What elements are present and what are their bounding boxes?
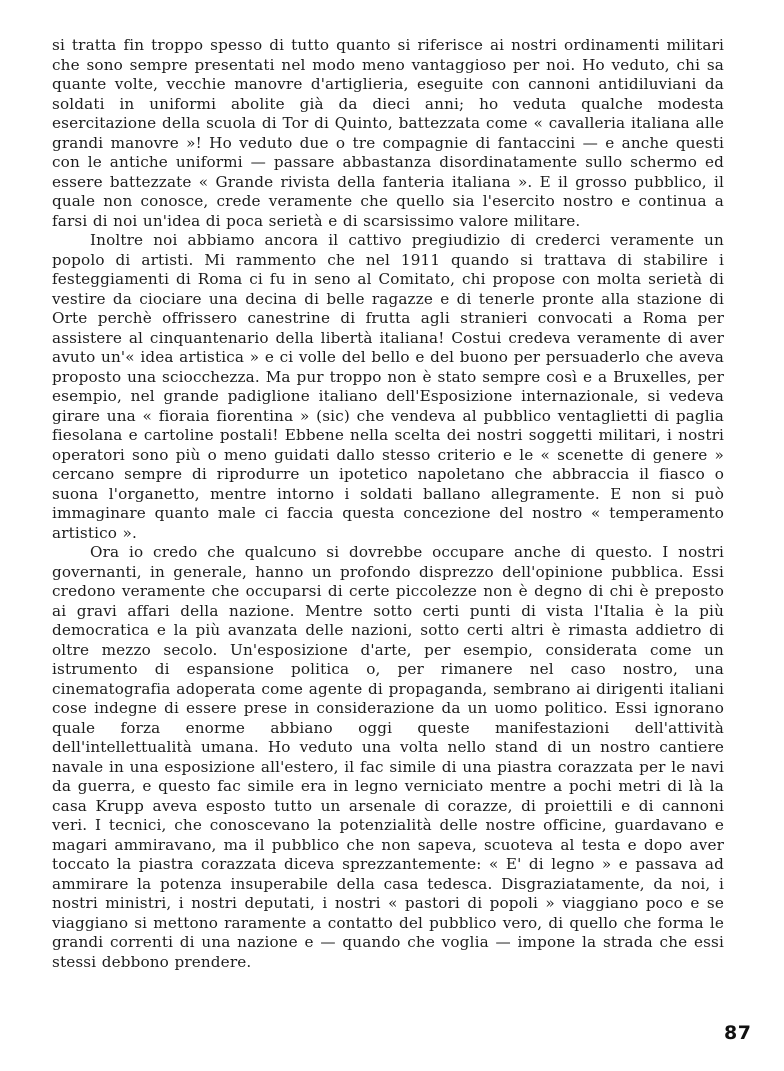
page-number: 87 [724, 1022, 752, 1044]
paragraph-1: si tratta fin troppo spesso di tutto quanto si riferisce ai nostri ordinamenti militari che sono sempre presentati nel modo meno vantaggioso per noi. Ho veduto, chi sa quante volte, vecchie manovre d'artiglieria, eseguite con cannoni antidiluviani da soldati in uniformi abolite già da dieci anni; ho veduta qualche modesta esercitazione della scuola di Tor di Quinto, battezzata come « cavalleria italiana alle grandi manovre »! Ho veduto due o tre compagnie di fantaccini — e anche questi con le antiche uniformi — passare abbastanza disordinatamente sullo schermo ed essere battezzate « Grande rivista della fanteria italiana ». E il grosso pubblico, il quale non conosce, crede veramente che quello sia l'esercito nostro e continua a farsi di noi un'idea di poca serietà e di scarsissimo valore militare. [52, 36, 724, 230]
paragraph-2: Inoltre noi abbiamo ancora il cattivo pregiudizio di crederci veramente un popolo di artisti. Mi rammento che nel 1911 quando si trattava di stabilire i festeggiamenti di Roma ci fu in seno al Comitato, chi propose con molta serietà di vestire da ciociare una decina di belle ragazze e di tenerle pronte alla stazione di Orte perchè offrissero canestrine di frutta agli stranieri convocati a Roma per assistere al cinquantenario della libertà italiana! Costui credeva veramente di aver avuto un'« idea artistica » e ci volle del bello e del buono per persuaderlo che aveva proposto una sciocchezza. Ma pur troppo non è stato sempre così e a Bruxelles, per esempio, nel grande padiglione italiano dell'Esposizione internazionale, si vedeva girare una « fioraia fiorentina » (sic) che vendeva al pubblico ventaglietti di paglia fiesolana e cartoline postali! Ebbene nella scelta dei nostri soggetti militari, i nostri operatori sono più o meno guidati dallo stesso criterio e le « scenette di genere » cercano sempre di riprodurre un ipotetico napoletano che abbraccia il fiasco o suona l'organetto, mentre intorno i soldati ballano allegramente. E non si può immaginare quanto male ci faccia questa concezione del nostro « temperamento artistico ». [52, 231, 724, 542]
page-body [52, 36, 724, 1036]
paragraph-3: Ora io credo che qualcuno si dovrebbe occupare anche di questo. I nostri governanti, in generale, hanno un profondo disprezzo dell'opinione pubblica. Essi credono veramente che occuparsi di certe piccolezze non è degno di chi è preposto ai gravi affari della nazione. Mentre sotto certi punti di vista l'Italia è la più democratica e la più avanzata delle nazioni, sotto certi altri è rimasta addietro di oltre mezzo secolo. Un'esposizione d'arte, per esempio, considerata come un istrumento di espansione politica o, per rimanere nel caso nostro, una cinematografia adoperata come agente di propaganda, sembrano ai dirigenti italiani cose indegne di essere prese in considerazione da un uomo politico. Essi ignorano quale forza enorme abbiano oggi queste manifestazioni dell'attività dell'intellettualità umana. Ho veduto una volta nello stand di un nostro cantiere navale in una esposizione all'estero, il fac simile di una piastra corazzata per le navi da guerra, e questo fac simile era in legno verniciato mentre a pochi metri di là la casa Krupp aveva esposto tutto un arsenale di corazze, di proiettili e di cannoni veri. I tecnici, che conoscevano la potenzialità delle nostre officine, guardavano e magari ammiravano, ma il pubblico che non sapeva, scuoteva al testa e dopo aver toccato la piastra corazzata diceva sprezzantemente: « E' di legno » e passava ad ammirare la potenza insuperabile della casa tedesca. Disgraziatamente, da noi, i nostri ministri, i nostri deputati, i nostri « pastori di popoli » viaggiano poco e se viaggiano si mettono raramente a contatto del pubblico vero, di quello che forma le grandi correnti di una nazione e — quando che voglia — impone la strada che essi stessi debbono prendere. [52, 543, 724, 971]
